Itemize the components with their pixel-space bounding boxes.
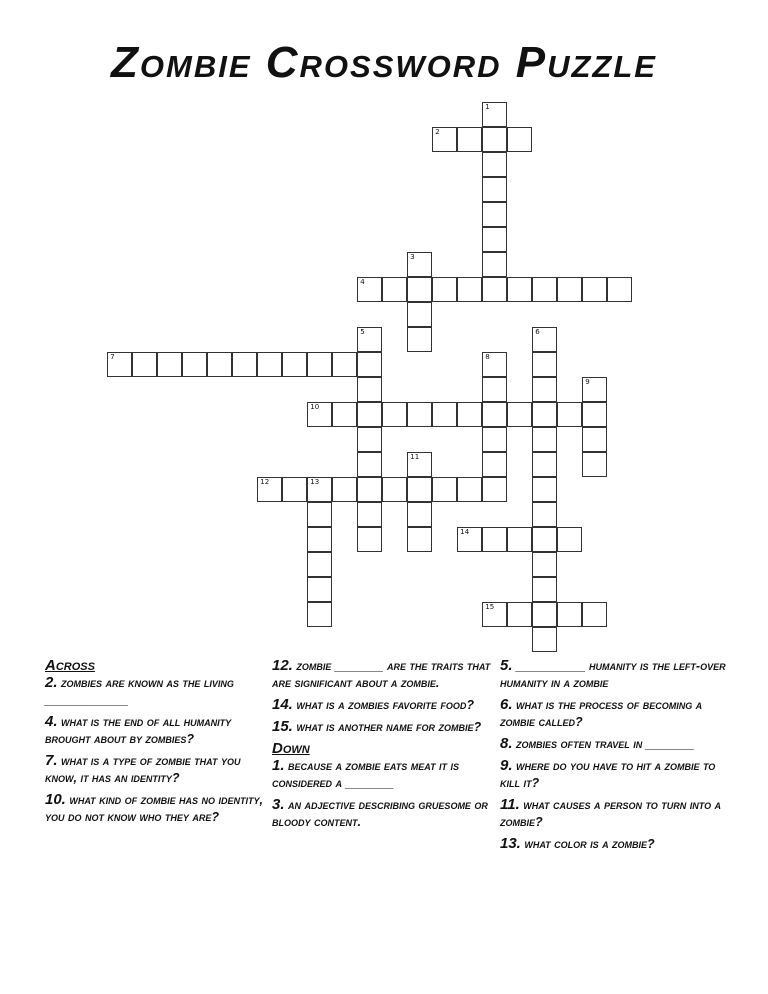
grid-cell[interactable] <box>107 352 132 377</box>
grid-cell[interactable] <box>532 402 557 427</box>
grid-cell[interactable] <box>282 477 307 502</box>
grid-cell[interactable] <box>557 402 582 427</box>
grid-cell[interactable] <box>532 352 557 377</box>
clue-across-7: 7. what is a type of zombie that you know, it has an identity? <box>45 752 241 785</box>
grid-cell[interactable] <box>307 352 332 377</box>
clue-down-5: 5. __________ humanity is the left-over humanity in a zombie <box>500 657 726 690</box>
grid-cell[interactable] <box>157 352 182 377</box>
grid-cell[interactable] <box>432 277 457 302</box>
grid-cell[interactable] <box>482 177 507 202</box>
grid-cell[interactable] <box>482 152 507 177</box>
grid-cell[interactable] <box>457 527 482 552</box>
grid-cell[interactable] <box>482 602 507 627</box>
grid-cell[interactable] <box>457 127 482 152</box>
grid-cell[interactable] <box>407 527 432 552</box>
grid-cell[interactable] <box>482 427 507 452</box>
grid-cell[interactable] <box>357 327 382 352</box>
grid-cell[interactable] <box>357 527 382 552</box>
grid-cell[interactable] <box>532 577 557 602</box>
grid-cell[interactable] <box>482 402 507 427</box>
grid-cell[interactable] <box>332 352 357 377</box>
grid-cell[interactable] <box>532 277 557 302</box>
grid-cell[interactable] <box>532 327 557 352</box>
grid-cell[interactable] <box>457 477 482 502</box>
grid-cell[interactable] <box>407 402 432 427</box>
clue-number-label: 13 <box>310 478 320 487</box>
clue-down-3: 3. an adjective describing gruesome or bloody content. <box>272 796 488 829</box>
clue-down-1: 1. because a zombie eats meat it is considered a _______ <box>272 757 460 790</box>
grid-cell[interactable] <box>507 602 532 627</box>
clue-number-label: 2 <box>435 128 440 137</box>
grid-cell[interactable] <box>507 527 532 552</box>
grid-cell[interactable] <box>407 302 432 327</box>
grid-cell[interactable] <box>582 277 607 302</box>
grid-cell[interactable] <box>507 127 532 152</box>
grid-cell[interactable] <box>357 277 382 302</box>
clue-down-13: 13. what color is a zombie? <box>500 835 655 852</box>
page-title: Zombie Crossword Puzzle <box>111 38 657 87</box>
grid-cell[interactable] <box>532 527 557 552</box>
grid-cell[interactable] <box>357 502 382 527</box>
grid-cell[interactable] <box>482 252 507 277</box>
grid-cell[interactable] <box>482 127 507 152</box>
clue-number-label: 11 <box>410 453 420 462</box>
clues-column-2 <box>272 657 502 835</box>
grid-cell[interactable] <box>382 402 407 427</box>
grid-cell[interactable] <box>507 402 532 427</box>
grid-cell[interactable] <box>357 427 382 452</box>
clue-number-label: 15 <box>485 603 495 612</box>
grid-cell[interactable] <box>482 202 507 227</box>
grid-cell[interactable] <box>357 377 382 402</box>
grid-cell[interactable] <box>432 477 457 502</box>
grid-cell[interactable] <box>582 427 607 452</box>
grid-cell[interactable] <box>407 452 432 477</box>
grid-cell[interactable] <box>532 627 557 652</box>
grid-cell[interactable] <box>532 502 557 527</box>
clue-across-12: 12. zombie _______ are the traits that are significant about a zombie. <box>272 657 491 690</box>
grid-cell[interactable] <box>482 452 507 477</box>
grid-cell[interactable] <box>357 352 382 377</box>
clue-down-6: 6. what is the process of becoming a zombie called? <box>500 696 703 729</box>
clue-number-label: 10 <box>310 403 320 412</box>
clue-number-label: 9 <box>585 378 590 387</box>
grid-cell[interactable] <box>182 352 207 377</box>
grid-cell[interactable] <box>457 402 482 427</box>
clue-number-label: 1 <box>485 103 490 112</box>
grid-cell[interactable] <box>307 502 332 527</box>
grid-cell[interactable] <box>582 377 607 402</box>
grid-cell[interactable] <box>132 352 157 377</box>
grid-cell[interactable] <box>557 602 582 627</box>
grid-cell[interactable] <box>532 602 557 627</box>
clue-number-label: 3 <box>410 253 415 262</box>
grid-cell[interactable] <box>607 277 632 302</box>
grid-cell[interactable] <box>257 477 282 502</box>
grid-cell[interactable] <box>282 352 307 377</box>
down-heading: Down <box>272 740 310 757</box>
grid-cell[interactable] <box>307 552 332 577</box>
grid-cell[interactable] <box>507 277 532 302</box>
grid-cell[interactable] <box>482 527 507 552</box>
grid-cell[interactable] <box>482 227 507 252</box>
grid-cell[interactable] <box>382 277 407 302</box>
grid-cell[interactable] <box>232 352 257 377</box>
grid-cell[interactable] <box>532 427 557 452</box>
clue-number-label: 5 <box>360 328 365 337</box>
grid-cell[interactable] <box>307 477 332 502</box>
clue-across-2: 2. zombies are known as the living ____________ <box>45 674 234 707</box>
clues-column-1 <box>45 657 270 830</box>
grid-cell[interactable] <box>482 477 507 502</box>
clue-number-label: 14 <box>460 528 470 537</box>
grid-cell[interactable] <box>482 102 507 127</box>
grid-cell[interactable] <box>582 452 607 477</box>
clue-across-15: 15. what is another name for zombie? <box>272 718 482 735</box>
grid-cell[interactable] <box>307 402 332 427</box>
grid-cell[interactable] <box>532 377 557 402</box>
grid-cell[interactable] <box>407 252 432 277</box>
clue-across-4: 4. what is the end of all humanity brought about by zombies? <box>45 713 232 746</box>
grid-cell[interactable] <box>307 577 332 602</box>
grid-cell[interactable] <box>557 277 582 302</box>
grid-cell[interactable] <box>407 502 432 527</box>
grid-cell[interactable] <box>557 527 582 552</box>
grid-cell[interactable] <box>457 277 482 302</box>
clue-down-8: 8. zombies often travel in _______ <box>500 735 695 752</box>
grid-cell[interactable] <box>482 377 507 402</box>
grid-cell[interactable] <box>532 452 557 477</box>
grid-cell[interactable] <box>357 452 382 477</box>
grid-cell[interactable] <box>482 277 507 302</box>
clue-down-11: 11. what causes a person to turn into a zombie? <box>500 796 722 829</box>
grid-cell[interactable] <box>482 352 507 377</box>
grid-cell[interactable] <box>307 602 332 627</box>
grid-cell[interactable] <box>357 402 382 427</box>
clues-column-3 <box>500 657 730 857</box>
grid-cell[interactable] <box>407 327 432 352</box>
clue-number-label: 7 <box>110 353 115 362</box>
grid-cell[interactable] <box>582 402 607 427</box>
grid-cell[interactable] <box>532 477 557 502</box>
clue-number-label: 4 <box>360 278 365 287</box>
clue-number-label: 12 <box>260 478 270 487</box>
grid-cell[interactable] <box>407 477 432 502</box>
grid-cell[interactable] <box>582 602 607 627</box>
grid-cell[interactable] <box>532 552 557 577</box>
grid-cell[interactable] <box>207 352 232 377</box>
grid-cell[interactable] <box>432 402 457 427</box>
across-heading: Across <box>45 657 95 674</box>
grid-cell[interactable] <box>407 277 432 302</box>
grid-cell[interactable] <box>382 477 407 502</box>
grid-cell[interactable] <box>332 477 357 502</box>
grid-cell[interactable] <box>307 527 332 552</box>
grid-cell[interactable] <box>257 352 282 377</box>
clue-number-label: 8 <box>485 353 490 362</box>
grid-cell[interactable] <box>432 127 457 152</box>
grid-cell[interactable] <box>332 402 357 427</box>
clue-across-10: 10. what kind of zombie has no identity, you do not know who they are? <box>45 791 263 824</box>
grid-cell[interactable] <box>357 477 382 502</box>
clue-down-9: 9. where do you have to hit a zombie to kill it? <box>500 757 716 790</box>
clue-number-label: 6 <box>535 328 540 337</box>
clue-across-14: 14. what is a zombies favorite food? <box>272 696 475 713</box>
